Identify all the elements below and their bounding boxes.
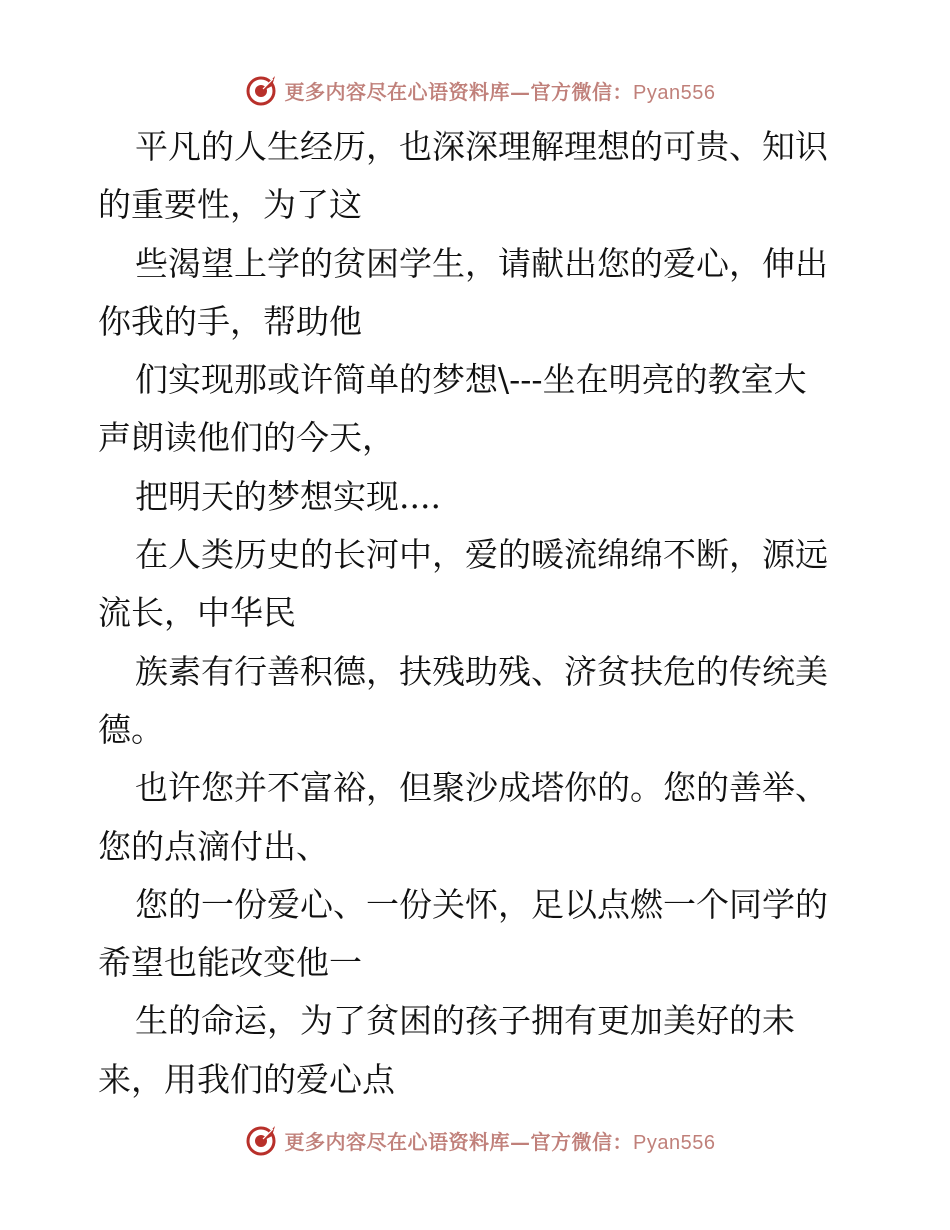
- text-line: 族素有行善积德，扶残助残、济贫扶危的传统美: [135, 651, 828, 691]
- header-banner-label: 更多内容尽在心语资料库—官方微信：Pyan556: [284, 79, 716, 104]
- text-line: 把明天的梦想实现....: [135, 476, 441, 516]
- body-text: [98, 118, 858, 1109]
- text-line: 希望也能改变他一: [98, 943, 362, 983]
- header-banner: [0, 70, 950, 110]
- text-line: 声朗读他们的今天，: [98, 418, 395, 458]
- footer-banner: [0, 1120, 950, 1160]
- text-line: 来，用我们的爱心点: [98, 1059, 395, 1099]
- text-line: 平凡的人生经历，也深深理解理想的可贵、知识: [135, 127, 828, 166]
- footer-banner-content: [245, 1123, 716, 1157]
- text-line: 您的一份爱心、一份关怀，足以点燃一个同学的: [135, 884, 828, 924]
- header-wechat-id: Pyan556: [633, 81, 716, 104]
- text-line: 些渴望上学的贫困学生，请献出您的爱心，伸出: [135, 243, 828, 283]
- text-line: 您的点滴付出、: [98, 826, 329, 866]
- footer-banner-label: 更多内容尽在心语资料库—官方微信：Pyan556: [284, 1129, 716, 1154]
- text-line: 德。: [98, 709, 164, 749]
- text-line: 流长，中华民: [98, 593, 296, 633]
- header-banner-content: [245, 73, 716, 107]
- text-line: 也许您并不富裕，但聚沙成塔你的。您的善举、: [135, 768, 828, 808]
- text-line: 生的命运，为了贫困的孩子拥有更加美好的未: [135, 1001, 795, 1041]
- quill-logo-icon: [245, 1123, 279, 1157]
- text-line: 们实现那或许简单的梦想\---坐在明亮的教室大: [135, 360, 807, 400]
- text-line: 你我的手，帮助他: [98, 301, 362, 341]
- quill-logo-icon: [245, 73, 279, 107]
- text-line: 的重要性，为了这: [98, 185, 362, 225]
- footer-wechat-id: Pyan556: [633, 1131, 716, 1154]
- text-line: 在人类历史的长河中，爱的暖流绵绵不断，源远: [135, 535, 828, 575]
